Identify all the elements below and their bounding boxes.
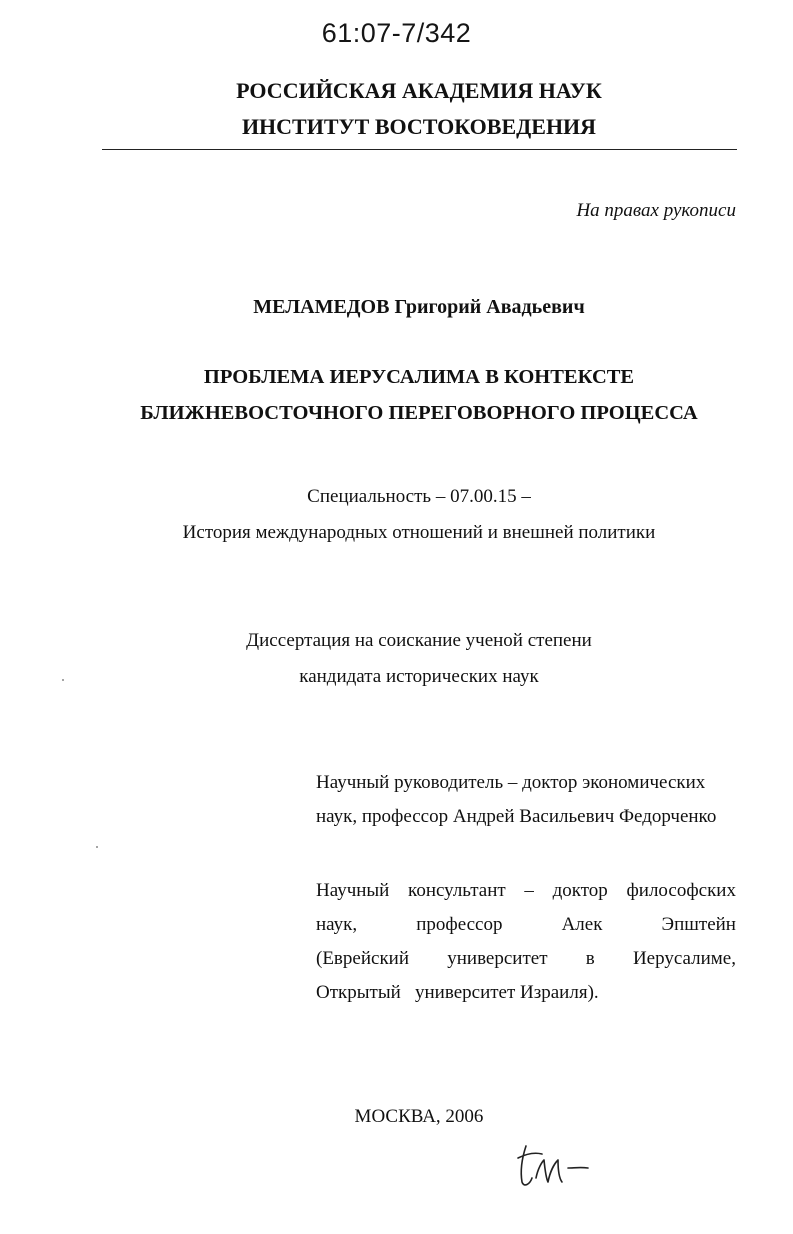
document-id: 61:07-7/342	[321, 18, 472, 48]
thesis-title-line-1: ПРОБЛЕМА ИЕРУСАЛИМА В КОНТЕКСТЕ	[203, 366, 635, 388]
consultant-word: –	[524, 880, 534, 901]
consultant-word: Эпштейн	[661, 914, 736, 935]
consultant-line-2	[316, 908, 736, 942]
consultant-line-1	[316, 874, 736, 908]
specialty-name: История международных отношений и внешней политики	[182, 522, 656, 543]
supervisor-line-1: Научный руководитель – доктор экономических	[316, 772, 706, 793]
consultant-line-4: Открытый университет Израиля).	[316, 982, 599, 1003]
supervisor-line-2: наук, профессор Андрей Васильевич Федорченко	[316, 806, 717, 827]
thesis-title-line-2: БЛИЖНЕВОСТОЧНОГО ПЕРЕГОВОРНОГО ПРОЦЕССА	[140, 402, 698, 424]
consultant-word: Научный	[316, 880, 390, 901]
supervisor-block	[316, 766, 736, 834]
consultant-word: наук,	[316, 914, 358, 935]
specialty-code: Специальность – 07.00.15 –	[307, 486, 531, 507]
rights-note: На правах рукописи	[576, 200, 736, 221]
consultant-word: философских	[626, 880, 736, 901]
author-name: МЕЛАМЕДОВ Григорий Авадьевич	[253, 296, 585, 318]
consultant-word: в	[585, 948, 595, 969]
consultant-word: Иерусалиме,	[632, 948, 736, 969]
consultant-word: профессор	[416, 914, 503, 935]
header-divider	[102, 149, 737, 150]
degree-line-1: Диссертация на соискание ученой степени	[246, 630, 592, 651]
consultant-word: консультант	[408, 880, 506, 901]
city-year: МОСКВА, 2006	[354, 1106, 484, 1127]
consultant-line-3	[316, 942, 736, 976]
consultant-block	[316, 874, 736, 1010]
scan-speck	[96, 846, 98, 848]
consultant-word: доктор	[552, 880, 608, 901]
scan-speck	[62, 679, 64, 681]
organization-name: РОССИЙСКАЯ АКАДЕМИЯ НАУК	[236, 78, 602, 103]
consultant-word: (Еврейский	[316, 948, 410, 969]
institute-name: ИНСТИТУТ ВОСТОКОВЕДЕНИЯ	[241, 114, 597, 139]
consultant-word: университет	[447, 948, 548, 969]
consultant-word: Алек	[561, 914, 603, 935]
handwritten-signature	[512, 1138, 592, 1190]
degree-line-2: кандидата исторических наук	[299, 666, 539, 687]
